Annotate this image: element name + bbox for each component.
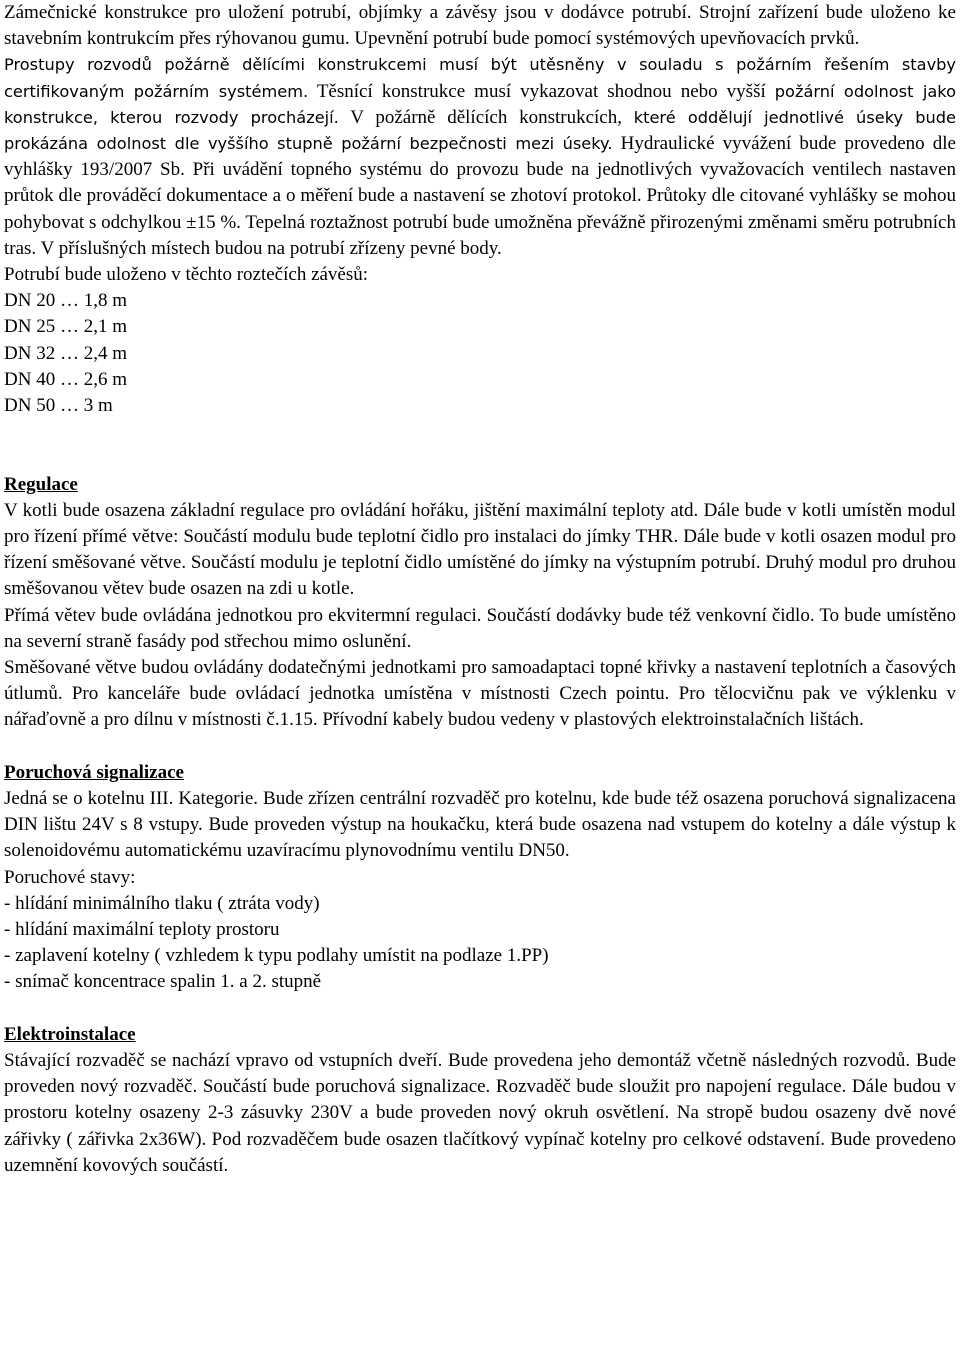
- spacing-item: DN 25 … 2,1 m: [4, 316, 127, 338]
- fault-states-title: Poruchové stavy:: [4, 866, 136, 888]
- spacer: [4, 445, 956, 471]
- spacing-item: DN 50 … 3 m: [4, 395, 113, 417]
- elektro-paragraph-1: Stávající rozvaděč se nachází vpravo od vstupních dveří. Bude provedena jeho demontáž včetně následných rozvodů. Bude proveden nový rozvaděč. Součástí bude poruchová signalizace. Rozvaděč bude sloužit pro napojení regulace. Dále budou v prostoru kotelny osazeny 2-3 zásuvky 230V a bude proveden nový okruh osvětlení. Na stropě budou osazeny dvě nové zářivky ( zářivka 2x36W). Pod rozvaděčem bude osazen tlačítkový vypínač kotelny pro celkové odstavení. Bude provedeno uzemnění kovových součástí.: [4, 1050, 956, 1176]
- fault-state-item: - zaplavení kotelny ( vzhledem k typu podlahy umístit na podlaze 1.PP): [4, 945, 549, 967]
- intro-paragraph-2: [4, 52, 956, 262]
- spacer: [4, 734, 956, 760]
- fault-state-item: - hlídání minimálního tlaku ( ztráta vody): [4, 892, 320, 914]
- intro-serif-text-2: V požárně dělících konstrukcích,: [338, 106, 634, 128]
- intro-sans-text-1: Prostupy rozvodů požárně dělícími konstrukcemi musí být utěsněny v souladu s požárním řešením stavby certifikovaným požárním systémem.: [4, 55, 956, 101]
- spacing-item: DN 20 … 1,8 m: [4, 290, 127, 312]
- spacer: [4, 996, 956, 1022]
- spacing-title: Potrubí bude uloženo v těchto roztečích závěsů:: [4, 264, 369, 286]
- spacing-item: DN 32 … 2,4 m: [4, 342, 127, 364]
- regulace-paragraph-3: Směšované větve budou ovládány dodatečnými jednotkami pro samoadaptaci topné křivky a nastavení teplotních a časových útlumů. Pro kanceláře bude ovládací jednotka umístěna v místnosti Czech pointu. Pro tělocvičnu pak ve výklenku v nářaďovně a pro dílnu v místnosti č.1.15. Přívodní kabely budou vedeny v plastových elektroinstalačních lištách.: [4, 657, 956, 731]
- heading-elektroinstalace: Elektroinstalace: [4, 1023, 136, 1045]
- heading-regulace: Regulace: [4, 473, 78, 495]
- porucha-paragraph-1: Jedná se o kotelnu III. Kategorie. Bude zřízen centrální rozvaděč pro kotelnu, kde bude též osazena poruchová signalizacena DIN lištu 24V s 8 vstupy. Bude proveden výstup na houkačku, která bude osazena nad vstupem do kotelny a dále výstup k solenoidovému automatickému uzavíracímu plynovodnímu ventilu DN50.: [4, 788, 956, 862]
- spacer: [4, 419, 956, 445]
- intro-sans-text-3: které oddělují jednotlivé úseky bude prokázána odolnost dle vyššího stupně požární bezpečnosti mezi úseky.: [4, 107, 956, 154]
- regulace-paragraph-2: Přímá větev bude ovládána jednotkou pro ekvitermní regulaci. Součástí dodávky bude též venkovní čidlo. To bude umístěno na severní straně fasády pod střechou mimo oslunění.: [4, 604, 956, 652]
- fault-state-item: - hlídání maximální teploty prostoru: [4, 919, 280, 941]
- intro-sans-text-2: požární odolnost jako konstrukce, kterou rozvody procházejí.: [4, 81, 957, 127]
- regulace-paragraph-1: V kotli bude osazena základní regulace pro ovládání hořáku, jištění maximální teploty atd. Dále bude v kotli umístěn modul pro řízení přímé větve: Součástí modulu bude teplotní čidlo pro instalaci do jímky THR. Dále bude v kotli osazen modul pro řízení směšované větve. Součástí modulu je teplotní čidlo umístěné do jímky na výstupním potrubí. Druhý modul pro druhou směšovanou větev bude osazen na zdi u kotle.: [4, 499, 956, 600]
- heading-poruchova-signalizace: Poruchová signalizace: [4, 761, 184, 783]
- intro-serif-text-3: Hydraulické vyvážení bude provedeno dle vyhlášky 193/2007 Sb. Při uvádění topného systému do provozu bude na jednotlivých vyvažovacích ventilech nastaven průtok dle prováděcí dokumentace a o měření bude a nastavení se zhotoví protokol. Průtoky dle citované vyhlášky se mohou pohybovat s odchylkou ±15 %. Tepelná roztažnost potrubí bude umožněna převážně přirozenými změnami směru potrubních tras. V příslušných místech budou na potrubí zřízeny pevné body.: [4, 133, 956, 259]
- intro-serif-text-1: Těsnící konstrukce musí vykazovat shodnou nebo vyšší: [308, 80, 775, 102]
- spacing-item: DN 40 … 2,6 m: [4, 368, 127, 390]
- fault-state-item: - snímač koncentrace spalin 1. a 2. stupně: [4, 971, 322, 993]
- intro-paragraph-1: Zámečnické konstrukce pro uložení potrubí, objímky a závěsy jsou v dodávce potrubí. Strojní zařízení bude uloženo ke stavebním kontrukcím přes rýhovanou gumu. Upevnění potrubí bude pomocí systémových upevňovacích prvků.: [4, 2, 956, 50]
